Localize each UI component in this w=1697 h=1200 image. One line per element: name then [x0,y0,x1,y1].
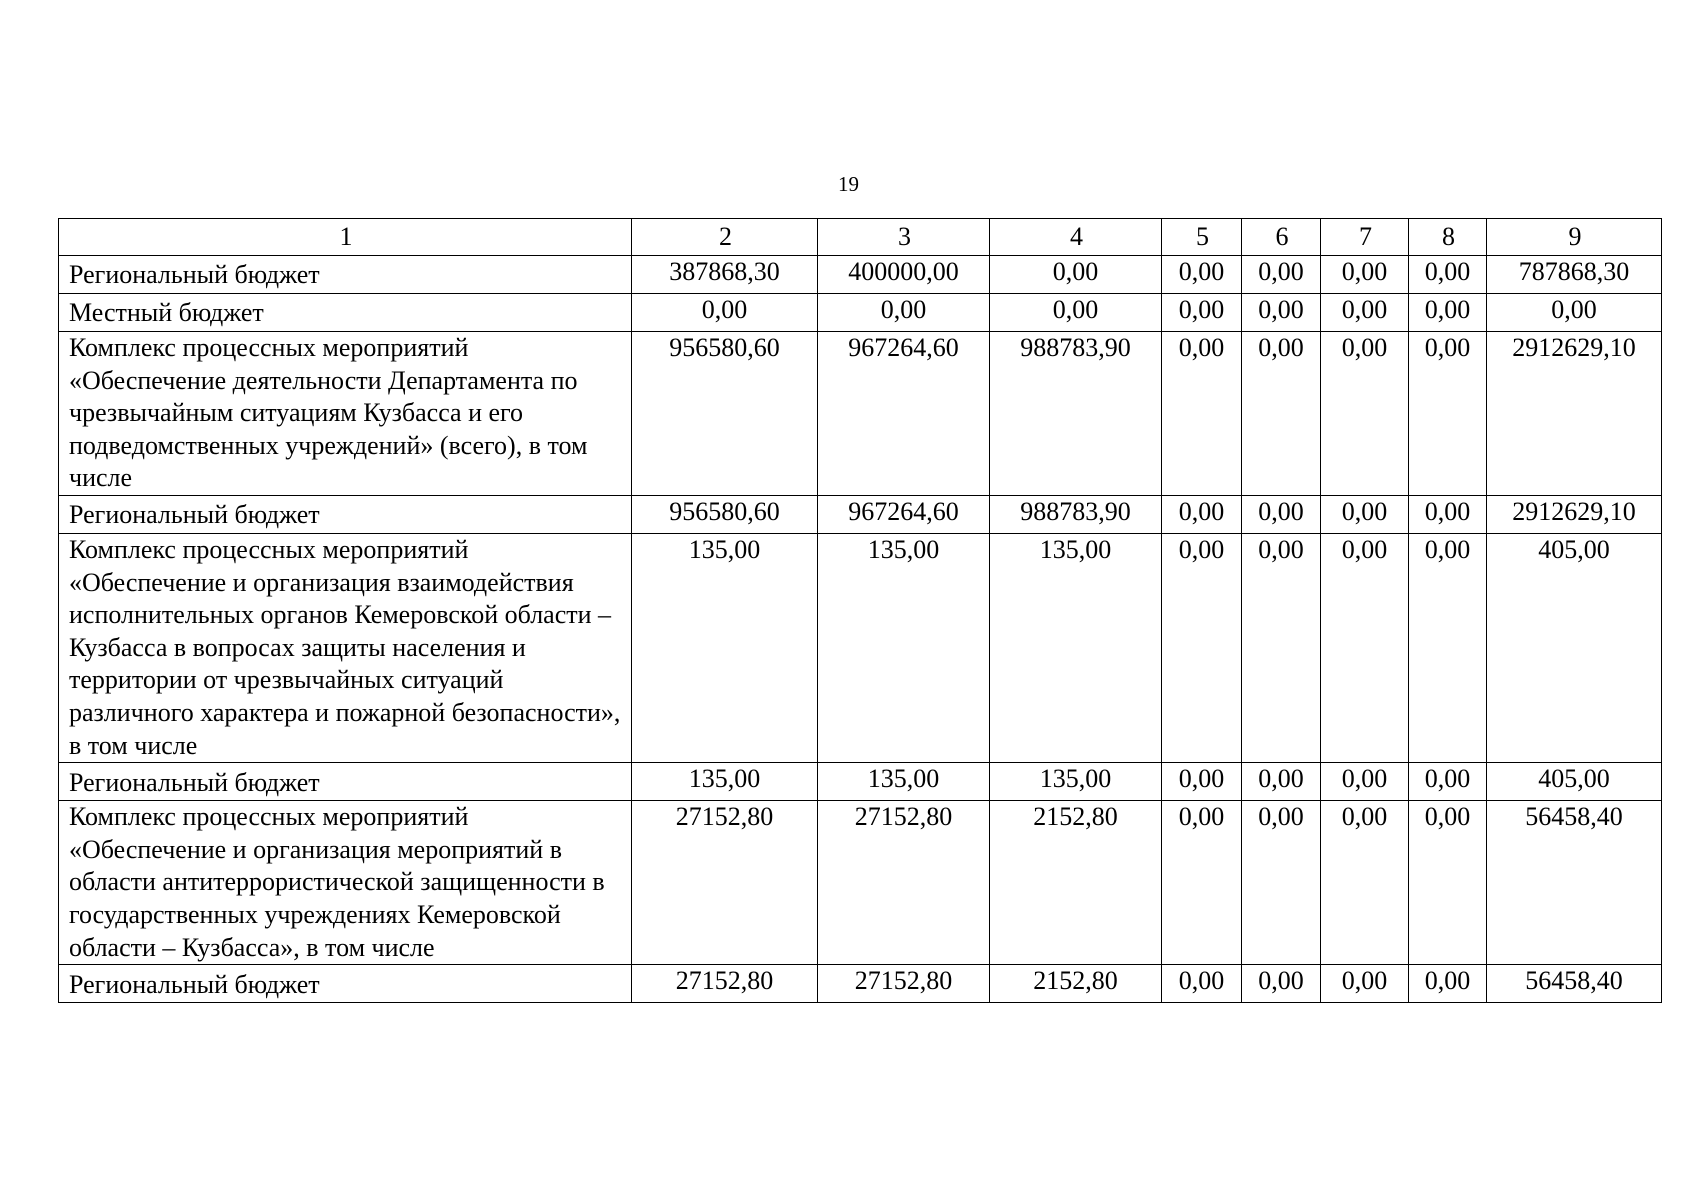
header-cell: 8 [1409,219,1487,256]
table-row [59,965,1662,1003]
value-cell: 0,00 [1162,256,1242,294]
value-cell: 0,00 [1409,801,1487,965]
value-cell: 135,00 [990,763,1162,801]
value-cell: 0,00 [1321,965,1409,1003]
value-cell: 956580,60 [632,332,818,496]
value-cell: 0,00 [1242,495,1321,533]
value-cell: 387868,30 [632,256,818,294]
header-row [59,219,1662,256]
value-cell: 0,00 [1242,763,1321,801]
value-cell: 2912629,10 [1487,495,1662,533]
row-name-cell: Региональный бюджет [59,495,632,533]
value-cell: 988783,90 [990,332,1162,496]
value-cell: 0,00 [1162,332,1242,496]
table-row [59,495,1662,533]
value-cell: 405,00 [1487,533,1662,762]
value-cell: 56458,40 [1487,965,1662,1003]
header-cell: 2 [632,219,818,256]
value-cell: 988783,90 [990,495,1162,533]
header-cell: 9 [1487,219,1662,256]
row-name-cell: Комплекс процессных мероприятий «Обеспечение и организация мероприятий в области антитеррористической защищенности в государственных учреждениях Кемеровской области – Кузбасса», в том числе [59,801,632,965]
value-cell: 2152,80 [990,965,1162,1003]
value-cell: 967264,60 [818,332,990,496]
value-cell: 0,00 [1242,533,1321,762]
header-cell: 5 [1162,219,1242,256]
table-row [59,332,1662,496]
value-cell: 0,00 [1409,763,1487,801]
value-cell: 0,00 [1409,294,1487,332]
value-cell: 135,00 [632,763,818,801]
value-cell: 0,00 [818,294,990,332]
value-cell: 0,00 [1321,801,1409,965]
value-cell: 27152,80 [818,801,990,965]
header-cell: 7 [1321,219,1409,256]
value-cell: 405,00 [1487,763,1662,801]
row-name-cell: Местный бюджет [59,294,632,332]
value-cell: 0,00 [1321,763,1409,801]
budget-table [58,218,1662,1003]
value-cell: 956580,60 [632,495,818,533]
header-cell: 6 [1242,219,1321,256]
value-cell: 0,00 [1162,294,1242,332]
value-cell: 0,00 [1242,332,1321,496]
value-cell: 0,00 [1409,256,1487,294]
value-cell: 0,00 [1321,256,1409,294]
table-row [59,533,1662,762]
table-row [59,763,1662,801]
value-cell: 0,00 [1242,965,1321,1003]
value-cell: 0,00 [1162,495,1242,533]
row-name-cell: Региональный бюджет [59,965,632,1003]
value-cell: 0,00 [1321,495,1409,533]
value-cell: 0,00 [1487,294,1662,332]
value-cell: 56458,40 [1487,801,1662,965]
value-cell: 2152,80 [990,801,1162,965]
value-cell: 967264,60 [818,495,990,533]
value-cell: 27152,80 [632,801,818,965]
value-cell: 0,00 [1321,294,1409,332]
value-cell: 0,00 [990,256,1162,294]
row-name-cell: Региональный бюджет [59,256,632,294]
table-row [59,256,1662,294]
value-cell: 787868,30 [1487,256,1662,294]
table-row [59,801,1662,965]
value-cell: 0,00 [1409,332,1487,496]
header-cell: 3 [818,219,990,256]
value-cell: 2912629,10 [1487,332,1662,496]
row-name-cell: Региональный бюджет [59,763,632,801]
row-name-cell: Комплекс процессных мероприятий «Обеспечение деятельности Департамента по чрезвычайным ситуациям Кузбасса и его подведомственных учреждений» (всего), в том числе [59,332,632,496]
value-cell: 135,00 [632,533,818,762]
value-cell: 135,00 [990,533,1162,762]
page-number: 19 [838,172,859,196]
value-cell: 0,00 [1162,965,1242,1003]
header-cell: 4 [990,219,1162,256]
value-cell: 0,00 [1321,533,1409,762]
value-cell: 0,00 [1162,533,1242,762]
value-cell: 0,00 [1162,801,1242,965]
value-cell: 0,00 [1409,495,1487,533]
value-cell: 0,00 [990,294,1162,332]
table-row [59,294,1662,332]
value-cell: 400000,00 [818,256,990,294]
value-cell: 0,00 [1409,533,1487,762]
value-cell: 0,00 [1321,332,1409,496]
row-name-cell: Комплекс процессных мероприятий «Обеспечение и организация взаимодействия исполнительных органов Кемеровской области – Кузбасса в вопросах защиты населения и территории от чрезвычайных ситуаций различного характера и пожарной безопасности», в том числе [59,533,632,762]
value-cell: 0,00 [1242,294,1321,332]
value-cell: 0,00 [1242,256,1321,294]
value-cell: 0,00 [632,294,818,332]
value-cell: 27152,80 [818,965,990,1003]
value-cell: 0,00 [1242,801,1321,965]
value-cell: 0,00 [1162,763,1242,801]
value-cell: 0,00 [1409,965,1487,1003]
value-cell: 27152,80 [632,965,818,1003]
value-cell: 135,00 [818,533,990,762]
value-cell: 135,00 [818,763,990,801]
header-cell: 1 [59,219,632,256]
